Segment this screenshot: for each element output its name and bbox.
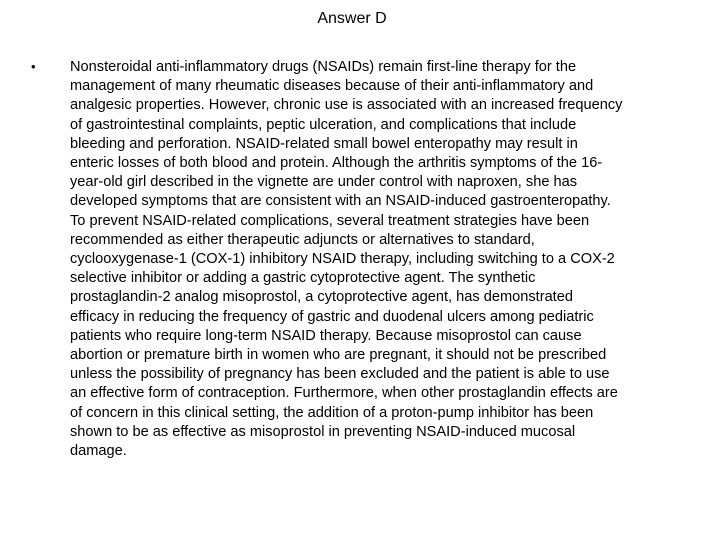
paragraph-line: year-old girl described in the vignette are under control with naproxen, she has xyxy=(70,174,578,191)
paragraph-line: To prevent NSAID-related complications, several treatment strategies have been xyxy=(70,212,590,229)
paragraph-line: cyclooxygenase-1 (COX-1) inhibitory NSAID therapy, including switching to a COX-2 xyxy=(70,251,615,268)
paragraph-line: management of many rheumatic diseases because of their anti-inflammatory and xyxy=(70,78,594,95)
paragraph-line: of concern in this clinical setting, the addition of a proton-pump inhibitor has been xyxy=(70,404,594,421)
paragraph-line: abortion or premature birth in women who are pregnant, it should not be prescribed xyxy=(70,347,607,364)
paragraph-line: enteric losses of both blood and protein. Although the arthritis symptoms of the 16- xyxy=(70,155,603,172)
paragraph-line: analgesic properties. However, chronic use is associated with an increased frequency xyxy=(70,97,623,114)
paragraph-line: recommended as either therapeutic adjuncts or alternatives to standard, xyxy=(70,231,535,248)
paragraph-line: developed symptoms that are consistent with an NSAID-induced gastroenteropathy. xyxy=(70,193,611,210)
paragraph-line: of gastrointestinal complaints, peptic ulceration, and complications that include xyxy=(70,116,577,133)
paragraph-line: Nonsteroidal anti-inflammatory drugs (NSAIDs) remain first-line therapy for the xyxy=(70,59,577,75)
paragraph-line: damage. xyxy=(70,443,127,460)
paragraph-line: patients who require long-term NSAID therapy. Because misoprostol can cause xyxy=(70,327,582,344)
bullet-icon: • xyxy=(31,59,36,74)
answer-paragraph xyxy=(70,58,710,461)
paragraph-line: efficacy in reducing the frequency of gastric and duodenal ulcers among pediatric xyxy=(70,308,594,325)
paragraph-line: selective inhibitor or adding a gastric cytoprotective agent. The synthetic xyxy=(70,270,536,287)
paragraph-line: an effective form of contraception. Furthermore, when other prostaglandin effects are xyxy=(70,385,618,402)
paragraph-line: prostaglandin-2 analog misoprostol, a cytoprotective agent, has demonstrated xyxy=(70,289,573,306)
paragraph-line: unless the possibility of pregnancy has been excluded and the patient is able to use xyxy=(70,366,610,383)
paragraph-line: shown to be as effective as misoprostol in preventing NSAID-induced mucosal xyxy=(70,423,576,440)
paragraph-line: bleeding and perforation. NSAID-related small bowel enteropathy may result in xyxy=(70,135,578,152)
slide-title: Answer D xyxy=(317,10,387,27)
